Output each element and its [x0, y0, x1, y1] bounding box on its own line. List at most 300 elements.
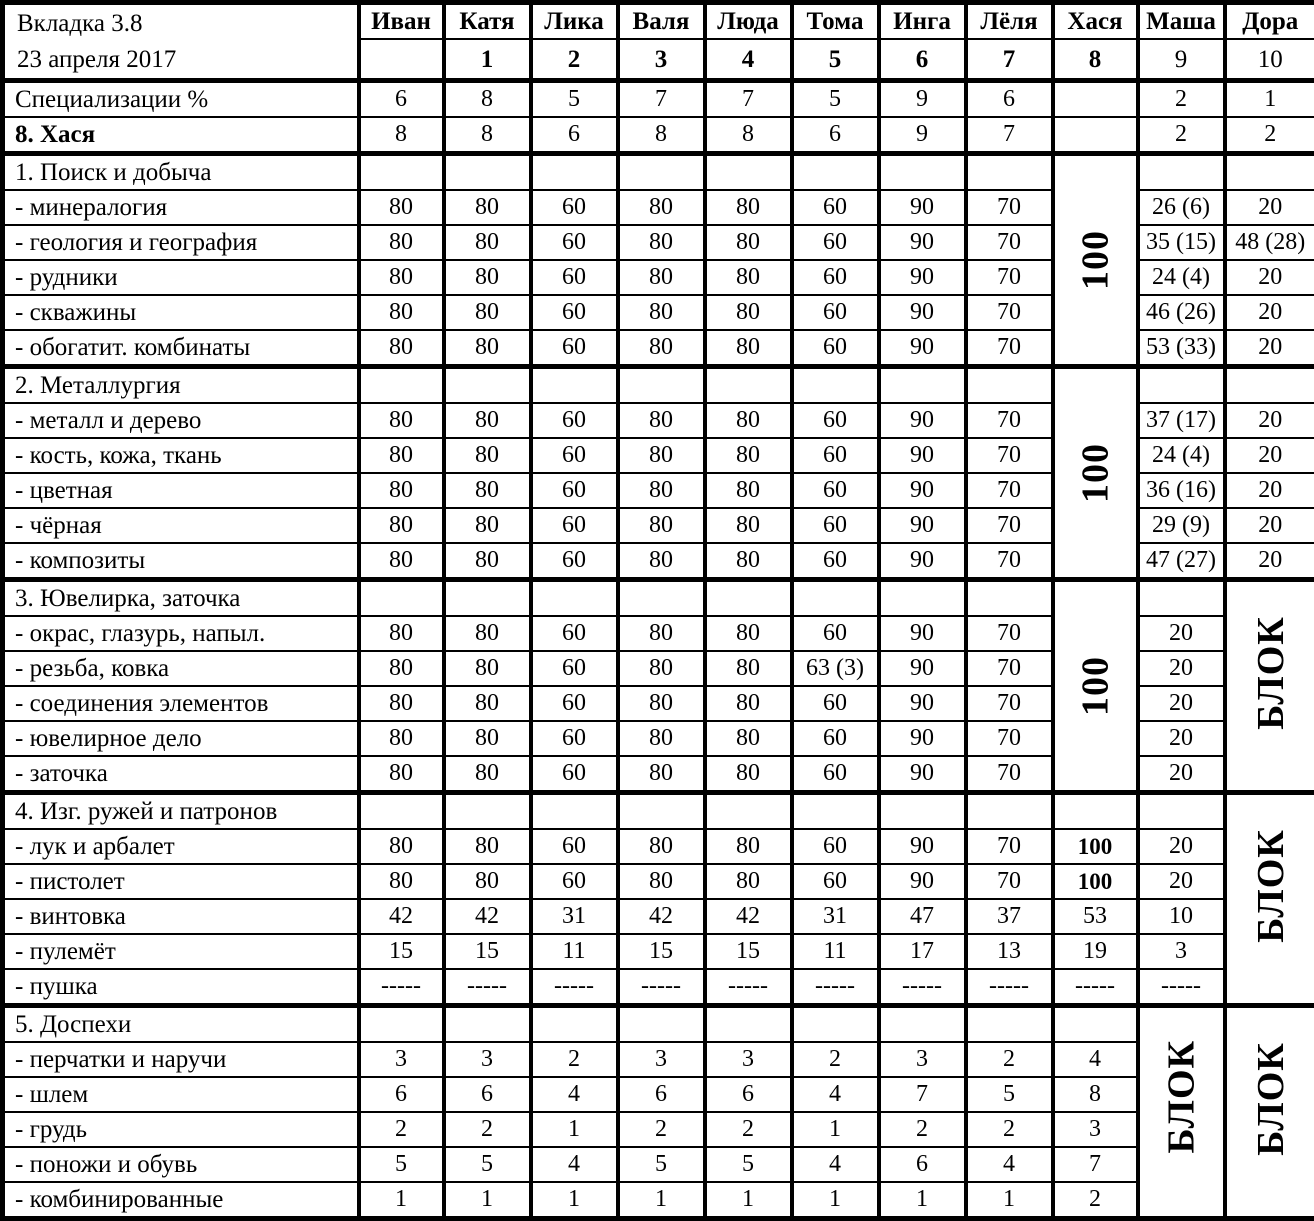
value-cell: 1: [531, 1112, 618, 1147]
value-cell: 80: [359, 651, 444, 686]
value-cell: 60: [792, 829, 879, 864]
value-cell: 60: [531, 686, 618, 721]
value-cell: 70: [966, 756, 1053, 793]
value-cell: 6: [966, 81, 1053, 118]
value-cell: 2: [1138, 81, 1225, 118]
value-cell: 47 (27): [1138, 543, 1225, 580]
value-cell: 70: [966, 616, 1053, 651]
value-cell: 70: [966, 438, 1053, 473]
value-cell: 70: [966, 686, 1053, 721]
value-cell: 80: [444, 403, 531, 438]
value-cell: [359, 367, 444, 404]
value-cell: 4: [531, 1077, 618, 1112]
value-cell: 70: [966, 864, 1053, 899]
value-cell: 48 (28): [1225, 225, 1314, 260]
row-label: - скважины: [3, 295, 359, 330]
value-cell: [531, 367, 618, 404]
value-cell: 80: [359, 508, 444, 543]
value-cell: 6: [444, 1077, 531, 1112]
value-cell: 90: [879, 616, 966, 651]
row-label: - кость, кожа, ткань: [3, 438, 359, 473]
value-cell: 3: [618, 1042, 705, 1077]
value-cell: 2: [618, 1112, 705, 1147]
value-cell: 20: [1225, 403, 1314, 438]
row-label: - рудники: [3, 260, 359, 295]
row-label: - винтовка: [3, 899, 359, 934]
value-cell: [792, 367, 879, 404]
value-cell: 80: [618, 508, 705, 543]
value-cell: [879, 367, 966, 404]
value-cell: 60: [792, 225, 879, 260]
value-cell: 63 (3): [792, 651, 879, 686]
row-label: Специализации %: [3, 81, 359, 118]
value-cell: 100: [1053, 864, 1138, 899]
value-cell: 80: [444, 651, 531, 686]
row-label: - ювелирное дело: [3, 721, 359, 756]
value-cell: 80: [618, 829, 705, 864]
value-cell: 90: [879, 756, 966, 793]
value-cell: 80: [618, 260, 705, 295]
value-cell: 80: [705, 756, 792, 793]
column-header: Люда: [705, 3, 792, 40]
value-cell: 80: [705, 403, 792, 438]
value-cell: 31: [531, 899, 618, 934]
value-cell: 53: [1053, 899, 1138, 934]
value-cell: 80: [705, 543, 792, 580]
value-cell: [1138, 154, 1225, 191]
value-cell: 4: [966, 1147, 1053, 1182]
value-cell: 80: [359, 721, 444, 756]
value-cell: 1: [618, 1182, 705, 1219]
value-cell: -----: [444, 969, 531, 1006]
value-cell: 20: [1138, 721, 1225, 756]
value-cell: 90: [879, 403, 966, 438]
merged-rotated-cell: [1225, 580, 1314, 793]
row-label: - геология и география: [3, 225, 359, 260]
value-cell: 80: [444, 864, 531, 899]
value-cell: 46 (26): [1138, 295, 1225, 330]
value-cell: 20: [1225, 190, 1314, 225]
value-cell: [359, 580, 444, 617]
value-cell: 70: [966, 651, 1053, 686]
value-cell: 11: [531, 934, 618, 969]
value-cell: 3: [705, 1042, 792, 1077]
row-label: - окрас, глазурь, напыл.: [3, 616, 359, 651]
row-label: - лук и арбалет: [3, 829, 359, 864]
value-cell: 60: [792, 260, 879, 295]
value-cell: [792, 1006, 879, 1043]
value-cell: 60: [531, 543, 618, 580]
value-cell: 53 (33): [1138, 330, 1225, 367]
value-cell: 80: [359, 829, 444, 864]
value-cell: [966, 154, 1053, 191]
value-cell: 1: [359, 1182, 444, 1219]
value-cell: [705, 580, 792, 617]
value-cell: 2: [705, 1112, 792, 1147]
value-cell: 6: [359, 1077, 444, 1112]
row-label: - цветная: [3, 473, 359, 508]
value-cell: 5: [792, 81, 879, 118]
row-label: - пистолет: [3, 864, 359, 899]
value-cell: 60: [792, 686, 879, 721]
value-cell: 4: [792, 1077, 879, 1112]
value-cell: 11: [792, 934, 879, 969]
row-label: - перчатки и наручи: [3, 1042, 359, 1077]
column-header: Маша: [1138, 3, 1225, 40]
value-cell: [359, 154, 444, 191]
value-cell: 80: [705, 721, 792, 756]
value-cell: 80: [705, 260, 792, 295]
value-cell: 15: [618, 934, 705, 969]
value-cell: 80: [618, 473, 705, 508]
value-cell: 7: [1053, 1147, 1138, 1182]
value-cell: 6: [705, 1077, 792, 1112]
value-cell: 90: [879, 295, 966, 330]
value-cell: [1053, 81, 1138, 118]
value-cell: 60: [531, 616, 618, 651]
value-cell: [618, 580, 705, 617]
value-cell: 80: [618, 190, 705, 225]
value-cell: 80: [444, 295, 531, 330]
value-cell: 80: [618, 756, 705, 793]
value-cell: 36 (16): [1138, 473, 1225, 508]
value-cell: [531, 580, 618, 617]
value-cell: 5: [966, 1077, 1053, 1112]
rotated-text: 100: [1073, 646, 1117, 727]
value-cell: 90: [879, 721, 966, 756]
value-cell: -----: [966, 969, 1053, 1006]
value-cell: 90: [879, 225, 966, 260]
value-cell: 15: [444, 934, 531, 969]
value-cell: 9: [879, 117, 966, 154]
value-cell: 1: [966, 1182, 1053, 1219]
merged-rotated-cell: [1053, 154, 1138, 367]
value-cell: [618, 1006, 705, 1043]
value-cell: 6: [792, 117, 879, 154]
value-cell: 6: [879, 1147, 966, 1182]
value-cell: [966, 1006, 1053, 1043]
value-cell: [618, 154, 705, 191]
value-cell: 10: [1138, 899, 1225, 934]
value-cell: 80: [444, 438, 531, 473]
column-number: 5: [792, 39, 879, 80]
merged-rotated-cell: [1053, 580, 1138, 793]
value-cell: 70: [966, 330, 1053, 367]
value-cell: 60: [531, 225, 618, 260]
column-number: 9: [1138, 39, 1225, 80]
value-cell: [1138, 580, 1225, 617]
value-cell: 2: [792, 1042, 879, 1077]
rotated-text: 100: [1073, 433, 1117, 514]
value-cell: 2: [1053, 1182, 1138, 1219]
value-cell: [1053, 793, 1138, 830]
value-cell: 13: [966, 934, 1053, 969]
value-cell: 3: [1138, 934, 1225, 969]
value-cell: 80: [618, 721, 705, 756]
value-cell: 80: [705, 330, 792, 367]
column-number: 7: [966, 39, 1053, 80]
row-label: - комбинированные: [3, 1182, 359, 1219]
column-header: Катя: [444, 3, 531, 40]
value-cell: 70: [966, 829, 1053, 864]
value-cell: 80: [618, 864, 705, 899]
value-cell: 3: [1053, 1112, 1138, 1147]
value-cell: 90: [879, 829, 966, 864]
value-cell: 70: [966, 260, 1053, 295]
value-cell: 70: [966, 225, 1053, 260]
value-cell: 9: [879, 81, 966, 118]
value-cell: 20: [1225, 473, 1314, 508]
value-cell: 3: [359, 1042, 444, 1077]
value-cell: 60: [792, 295, 879, 330]
value-cell: 2: [1225, 117, 1314, 154]
value-cell: [879, 154, 966, 191]
rotated-text: 100: [1073, 220, 1117, 301]
column-number: 2: [531, 39, 618, 80]
column-header: Дора: [1225, 3, 1314, 40]
row-label: - заточка: [3, 756, 359, 793]
value-cell: [705, 154, 792, 191]
value-cell: 80: [359, 190, 444, 225]
value-cell: 90: [879, 260, 966, 295]
value-cell: 8: [618, 117, 705, 154]
value-cell: 80: [444, 260, 531, 295]
value-cell: 20: [1225, 330, 1314, 367]
column-header: Тома: [792, 3, 879, 40]
value-cell: 60: [531, 829, 618, 864]
value-cell: 80: [705, 190, 792, 225]
rotated-text: БЛОК: [1248, 855, 1292, 943]
value-cell: 2: [966, 1042, 1053, 1077]
value-cell: 5: [531, 81, 618, 118]
value-cell: 80: [705, 616, 792, 651]
merged-rotated-cell: [1138, 1006, 1225, 1219]
value-cell: 90: [879, 864, 966, 899]
value-cell: 90: [879, 508, 966, 543]
value-cell: 80: [618, 225, 705, 260]
value-cell: -----: [705, 969, 792, 1006]
column-number: 6: [879, 39, 966, 80]
value-cell: 60: [531, 260, 618, 295]
value-cell: 60: [531, 330, 618, 367]
row-label: 8. Хася: [3, 117, 359, 154]
value-cell: 60: [792, 473, 879, 508]
column-header: Инга: [879, 3, 966, 40]
value-cell: 60: [531, 473, 618, 508]
value-cell: 80: [705, 295, 792, 330]
row-label: - поножи и обувь: [3, 1147, 359, 1182]
value-cell: 80: [705, 508, 792, 543]
value-cell: 1: [531, 1182, 618, 1219]
value-cell: 80: [444, 543, 531, 580]
value-cell: -----: [618, 969, 705, 1006]
value-cell: [1053, 1006, 1138, 1043]
value-cell: 2: [444, 1112, 531, 1147]
value-cell: 80: [444, 330, 531, 367]
merged-rotated-cell: [1225, 793, 1314, 1006]
value-cell: 37 (17): [1138, 403, 1225, 438]
value-cell: 20: [1138, 829, 1225, 864]
value-cell: 80: [444, 508, 531, 543]
row-label: - пулемёт: [3, 934, 359, 969]
value-cell: 80: [705, 686, 792, 721]
value-cell: -----: [1138, 969, 1225, 1006]
section-header: 2. Металлургия: [3, 367, 359, 404]
value-cell: 80: [618, 651, 705, 686]
column-number: 3: [618, 39, 705, 80]
value-cell: 1: [444, 1182, 531, 1219]
value-cell: [879, 580, 966, 617]
value-cell: 80: [359, 295, 444, 330]
value-cell: 70: [966, 190, 1053, 225]
value-cell: 2: [531, 1042, 618, 1077]
value-cell: 20: [1225, 260, 1314, 295]
value-cell: -----: [531, 969, 618, 1006]
value-cell: 5: [444, 1147, 531, 1182]
value-cell: 6: [618, 1077, 705, 1112]
value-cell: [1225, 154, 1314, 191]
row-label: - композиты: [3, 543, 359, 580]
row-label: - грудь: [3, 1112, 359, 1147]
value-cell: [966, 793, 1053, 830]
column-header: Валя: [618, 3, 705, 40]
value-cell: [705, 367, 792, 404]
column-header: Хася: [1053, 3, 1138, 40]
value-cell: 1: [1225, 81, 1314, 118]
section-header: 5. Доспехи: [3, 1006, 359, 1043]
row-label: - шлем: [3, 1077, 359, 1112]
value-cell: 80: [359, 260, 444, 295]
value-cell: 80: [618, 616, 705, 651]
value-cell: 31: [792, 899, 879, 934]
value-cell: 60: [792, 330, 879, 367]
value-cell: 80: [705, 864, 792, 899]
value-cell: 60: [792, 864, 879, 899]
value-cell: 80: [705, 438, 792, 473]
value-cell: 7: [618, 81, 705, 118]
value-cell: 80: [359, 438, 444, 473]
value-cell: [444, 367, 531, 404]
value-cell: 7: [705, 81, 792, 118]
value-cell: 90: [879, 330, 966, 367]
value-cell: 60: [531, 651, 618, 686]
value-cell: 60: [792, 721, 879, 756]
value-cell: 8: [444, 81, 531, 118]
value-cell: 80: [705, 651, 792, 686]
value-cell: 80: [444, 721, 531, 756]
value-cell: -----: [359, 969, 444, 1006]
value-cell: 70: [966, 508, 1053, 543]
value-cell: [444, 154, 531, 191]
value-cell: 80: [359, 403, 444, 438]
value-cell: 15: [359, 934, 444, 969]
value-cell: [879, 793, 966, 830]
value-cell: 7: [966, 117, 1053, 154]
value-cell: 6: [359, 81, 444, 118]
value-cell: 3: [444, 1042, 531, 1077]
value-cell: 35 (15): [1138, 225, 1225, 260]
value-cell: 1: [705, 1182, 792, 1219]
value-cell: 80: [618, 330, 705, 367]
value-cell: 8: [444, 117, 531, 154]
row-label: - минералогия: [3, 190, 359, 225]
value-cell: 4: [1053, 1042, 1138, 1077]
value-cell: 60: [792, 403, 879, 438]
value-cell: 80: [705, 473, 792, 508]
rotated-text: БЛОК: [1248, 1068, 1292, 1156]
value-cell: 90: [879, 473, 966, 508]
value-cell: 20: [1138, 651, 1225, 686]
value-cell: 20: [1225, 543, 1314, 580]
value-cell: [444, 580, 531, 617]
column-number: 1: [444, 39, 531, 80]
value-cell: 5: [359, 1147, 444, 1182]
row-label: - соединения элементов: [3, 686, 359, 721]
sheet-date: 23 апреля 2017: [17, 42, 357, 78]
value-cell: [531, 1006, 618, 1043]
value-cell: 60: [792, 616, 879, 651]
value-cell: 80: [444, 756, 531, 793]
value-cell: 80: [359, 756, 444, 793]
merged-rotated-cell: [1053, 367, 1138, 580]
value-cell: 1: [792, 1182, 879, 1219]
tab-title: Вкладка 3.8: [17, 6, 357, 42]
value-cell: [444, 793, 531, 830]
rotated-text: БЛОК: [1159, 1071, 1203, 1154]
value-cell: 60: [531, 438, 618, 473]
value-cell: [1225, 367, 1314, 404]
value-cell: 80: [359, 330, 444, 367]
value-cell: [966, 580, 1053, 617]
value-cell: 90: [879, 190, 966, 225]
value-cell: 80: [359, 864, 444, 899]
value-cell: 20: [1225, 508, 1314, 543]
value-cell: [792, 580, 879, 617]
value-cell: 80: [618, 295, 705, 330]
value-cell: 60: [531, 190, 618, 225]
value-cell: [705, 793, 792, 830]
column-number: 4: [705, 39, 792, 80]
value-cell: 80: [359, 543, 444, 580]
column-header: Иван: [359, 3, 444, 40]
value-cell: 90: [879, 438, 966, 473]
value-cell: 5: [705, 1147, 792, 1182]
value-cell: 20: [1225, 295, 1314, 330]
value-cell: 29 (9): [1138, 508, 1225, 543]
value-cell: 15: [705, 934, 792, 969]
column-number: [359, 39, 444, 80]
value-cell: [359, 793, 444, 830]
value-cell: 90: [879, 651, 966, 686]
value-cell: 42: [618, 899, 705, 934]
value-cell: [1053, 117, 1138, 154]
value-cell: 19: [1053, 934, 1138, 969]
value-cell: 80: [359, 473, 444, 508]
value-cell: 4: [531, 1147, 618, 1182]
value-cell: 60: [792, 756, 879, 793]
value-cell: 17: [879, 934, 966, 969]
value-cell: 2: [359, 1112, 444, 1147]
value-cell: 70: [966, 721, 1053, 756]
value-cell: 80: [444, 473, 531, 508]
value-cell: 70: [966, 543, 1053, 580]
value-cell: 60: [531, 756, 618, 793]
value-cell: 60: [531, 403, 618, 438]
value-cell: 70: [966, 295, 1053, 330]
value-cell: 24 (4): [1138, 260, 1225, 295]
value-cell: 80: [705, 225, 792, 260]
value-cell: 20: [1138, 864, 1225, 899]
